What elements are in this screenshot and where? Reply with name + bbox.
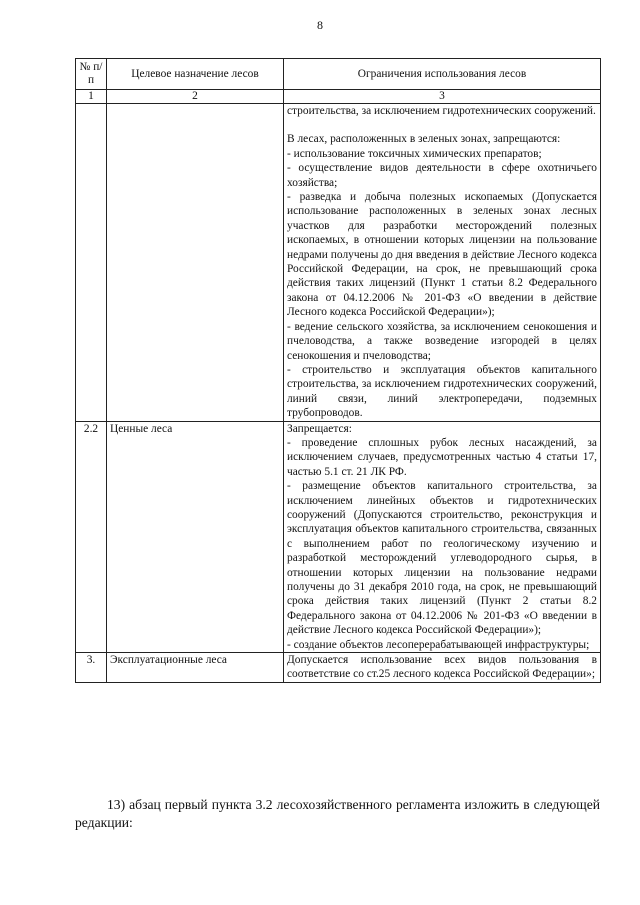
restriction-item: - использование токсичных химических препаратов;: [287, 147, 542, 160]
table-header-row: [76, 59, 601, 90]
table-row: [76, 104, 601, 422]
table-row: [76, 653, 601, 683]
restrictions-table: [75, 58, 601, 683]
restriction-item: - создание объектов лесоперерабатывающей инфраструктуры;: [287, 638, 590, 651]
table-row: [76, 421, 601, 653]
restriction-item: - разведка и добыча полезных ископаемых (Допускается использование расположенных в зеленых зонах лесных участков для разработки месторождений полезных ископаемых, в отношении которых лицензии на пользование недрами получены до дня введения в действие Лесного кодекса Российской Федерации, на срок, не превышающий срока действия таких лицензий (Пункт 1 статьи 8.2 Федерального закона от 04.12.2006 № 201-ФЗ «О введении в действие Лесного кодекса Российской Федерации»);: [287, 191, 597, 319]
header-purpose: Целевое назначение лесов: [107, 59, 284, 90]
row-restrictions: [284, 653, 601, 683]
row-purpose: [107, 104, 284, 422]
header-restrictions: Ограничения использования лесов: [284, 59, 601, 90]
page-number: 8: [317, 18, 323, 32]
restriction-item: Запрещается:: [287, 422, 352, 435]
row-number: 3.: [76, 653, 107, 683]
row-purpose: Эксплуатационные леса: [107, 653, 284, 683]
restriction-item: строительства, за исключением гидротехнических сооружений.: [287, 105, 596, 117]
row-restrictions: [284, 104, 601, 422]
row-restrictions: [284, 421, 601, 653]
restriction-item: - размещение объектов капитального строительства, за исключением линейных объектов и гидротехнических сооружений (Допускаются строительство, реконструкция и эксплуатация объектов капитального строительства, связанных с выполнением работ по геологическому изучению и разработкой месторождений углеводородного сырья, в отношении которых лицензии на пользование недрами получены до 31 декабря 2010 года, на срок, не превышающий срока действия таких лицензий (Пункт 2 статьи 8.2 Федерального закона от 04.12.2006 № 201-ФЗ «О введении в действие Лесного кодекса Российской Федерации»);: [287, 480, 597, 637]
header-number: № п/п: [76, 59, 107, 90]
restriction-item: - осуществление видов деятельности в сфере охотничьего хозяйства;: [287, 162, 597, 189]
column-number: 2: [107, 90, 284, 104]
column-numbers-row: [76, 90, 601, 104]
restriction-item: В лесах, расположенных в зеленых зонах, запрещаются:: [287, 133, 561, 146]
amendment-paragraph: 13) абзац первый пункта 3.2 лесохозяйственного регламента изложить в следующей редакции:: [75, 797, 600, 830]
restriction-item: - ведение сельского хозяйства, за исключением сенокошения и пчеловодства, а также возведение изгородей в целях сенокошения и пчеловодства;: [287, 320, 597, 362]
restriction-item: - проведение сплошных рубок лесных насаждений, за исключением случаев, предусмотренных частью 4 статьи 17, частью 5.1 ст. 21 ЛК РФ.: [287, 436, 597, 478]
column-number: 1: [76, 90, 107, 104]
restriction-item: Допускается использование всех видов пользования в соответствие со ст.25 лесного кодекса Российской Федерации»;: [287, 654, 597, 681]
restriction-item: - строительство и эксплуатация объектов капитального строительства, за исключением гидротехнических сооружений, линий связи, линий электропередачи, подземных трубопроводов.: [287, 363, 597, 420]
column-number: 3: [284, 90, 601, 104]
row-number: [76, 104, 107, 422]
row-number: 2.2: [76, 421, 107, 653]
row-purpose: Ценные леса: [107, 421, 284, 653]
